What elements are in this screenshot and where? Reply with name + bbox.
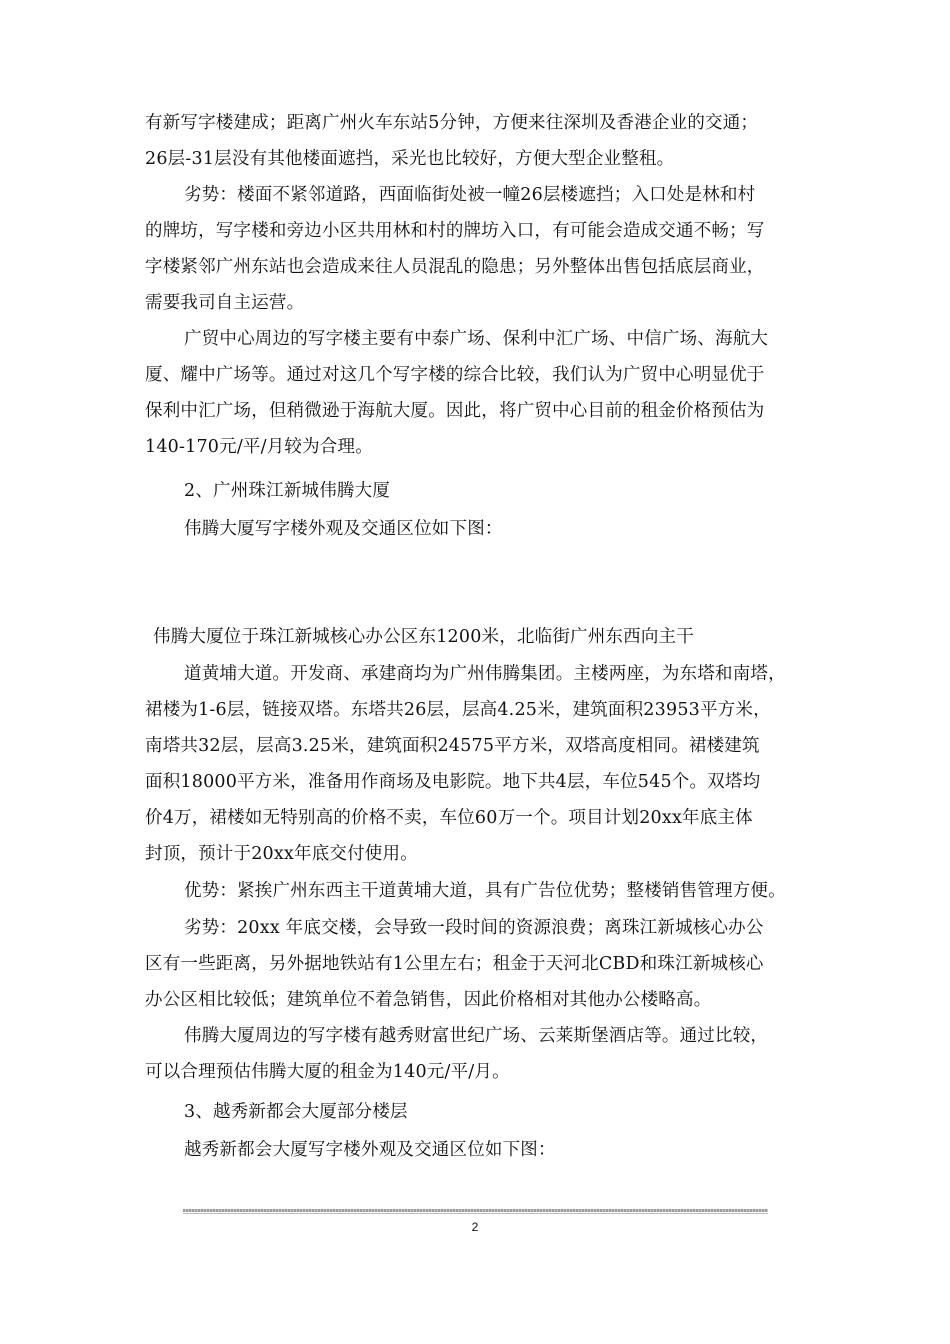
paragraph-line: 道黄埔大道。开发商、承建商均为广州伟腾集团。主楼两座，为东塔和南塔， [184, 664, 786, 684]
paragraph-line: 需要我司自主运营。 [145, 293, 305, 313]
paragraph-line: 价4万，裙楼如无特别高的价格不卖，车位60万一个。项目计划20xx年底主体 [145, 808, 753, 828]
footer-divider-underline [183, 1213, 768, 1214]
paragraph-line: 办公区相比较低；建筑单位不着急销售，因此价格相对其他办公楼略高。 [145, 990, 712, 1010]
paragraph-line: 26层-31层没有其他楼面遮挡，采光也比较好，方便大型企业整租。 [145, 149, 675, 169]
paragraph-line: 厦、耀中广场等。通过对这几个写字楼的综合比较，我们认为广贸中心明显优于 [145, 365, 765, 385]
paragraph-line: 广贸中心周边的写字楼主要有中泰广场、保利中汇广场、中信广场、海航大 [184, 329, 769, 349]
paragraph-line: 有新写字楼建成；距离广州火车东站5分钟，方便来往深圳及香港企业的交通； [145, 113, 759, 133]
paragraph-line: 伟腾大厦位于珠江新城核心办公区东1200米，北临街广州东西向主干 [153, 627, 694, 647]
paragraph-line: 面积18000平方米，准备用作商场及电影院。地下共4层，车位545个。双塔均 [145, 772, 761, 792]
footer-divider [183, 1209, 768, 1212]
paragraph-line: 劣势：楼面不紧邻道路，西面临街处被一幢26层楼遮挡；入口处是林和村 [184, 185, 756, 205]
paragraph-line: 越秀新都会大厦写字楼外观及交通区位如下图： [184, 1140, 556, 1160]
page-number: 2 [471, 1220, 479, 1234]
paragraph-line: 保利中汇广场，但稍微逊于海航大厦。因此，将广贸中心目前的租金价格预估为 [145, 401, 765, 421]
paragraph-line: 南塔共32层，层高3.25米，建筑面积24575平方米，双塔高度相同。裙楼建筑 [145, 736, 760, 756]
paragraph-line: 140-170元/平/月较为合理。 [145, 437, 373, 457]
paragraph-line: 封顶，预计于20xx年底交付使用。 [145, 844, 418, 864]
paragraph-line: 伟腾大厦写字楼外观及交通区位如下图： [184, 519, 503, 539]
paragraph-line: 的牌坊，写字楼和旁边小区共用林和村的牌坊入口，有可能会造成交通不畅；写 [145, 221, 765, 241]
paragraph-line: 优势：紧挨广州东西主干道黄埔大道，具有广告位优势；整楼销售管理方便。 [184, 881, 786, 901]
paragraph-line: 劣势：20xx 年底交楼，会导致一段时间的资源浪费；离珠江新城核心办公 [184, 918, 764, 938]
section-heading: 3、越秀新都会大厦部分楼层 [184, 1102, 408, 1122]
paragraph-line: 伟腾大厦周边的写字楼有越秀财富世纪广场、云莱斯堡酒店等。通过比较， [184, 1026, 769, 1046]
paragraph-line: 裙楼为1-6层，链接双塔。东塔共26层，层高4.25米，建筑面积23953平方米， [145, 700, 771, 720]
paragraph-line: 可以合理预估伟腾大厦的租金为140元/平/月。 [145, 1062, 510, 1082]
section-heading: 2、广州珠江新城伟腾大厦 [184, 481, 391, 501]
paragraph-line: 字楼紧邻广州东站也会造成来往人员混乱的隐患；另外整体出售包括底层商业， [145, 257, 765, 277]
paragraph-line: 区有一些距离，另外据地铁站有1公里左右；租金于天河北CBD和珠江新城核心 [145, 954, 764, 974]
